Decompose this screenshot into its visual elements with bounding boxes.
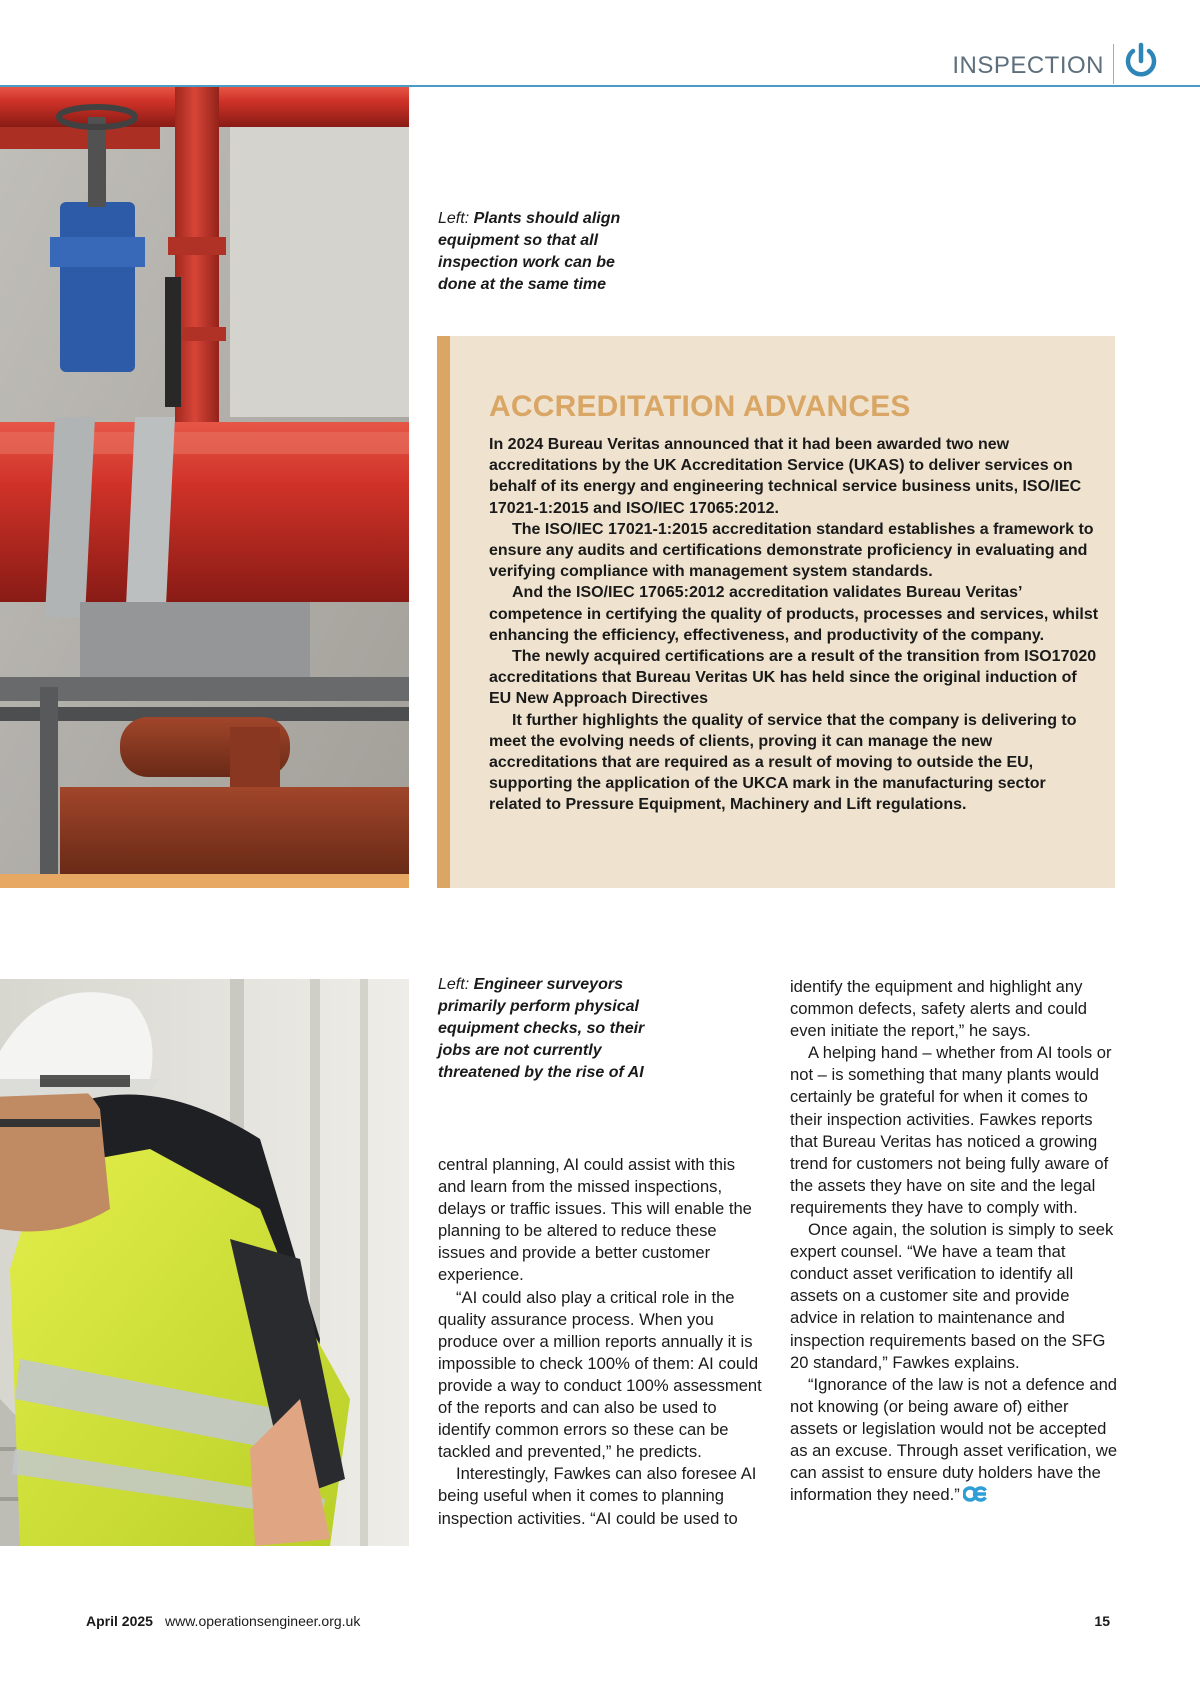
article-paragraph: Once again, the solution is simply to seek expert counsel. “We have a team that conduct asset verification to identify all assets on a customer site and provide advice in relation to maintenance and inspection requirements based on the SFG 20 standard,” Fawkes explains. bbox=[790, 1220, 1114, 1372]
photo-accent-strip bbox=[0, 874, 409, 888]
header-divider bbox=[1113, 44, 1114, 84]
boxout-body bbox=[489, 434, 1099, 816]
engineer-photo bbox=[0, 979, 409, 1546]
section-label: INSPECTION bbox=[952, 52, 1104, 79]
footer-url[interactable]: www.operationsengineer.org.uk bbox=[165, 1613, 361, 1629]
boxout-paragraph: And the ISO/IEC 17065:2012 accreditation validates Bureau Veritas’ competence in certifying the quality of products, processes and services, whilst enhancing the efficiency, effectiveness, and productivity of the company. bbox=[489, 584, 1099, 644]
boxout-accent-bar bbox=[437, 336, 450, 888]
pipework-photo bbox=[0, 87, 409, 874]
article-paragraph: identify the equipment and highlight any common defects, safety alerts and could even initiate the report,” he says. bbox=[790, 977, 1087, 1041]
caption-text: Plants should align equipment so that all inspection work can be done at the same time bbox=[438, 210, 621, 293]
boxout-title: ACCREDITATION ADVANCES bbox=[489, 390, 911, 423]
boxout-paragraph: In 2024 Bureau Veritas announced that it had been awarded two new accreditations by the UK Accreditation Service (UKAS) to deliver services on behalf of its energy and engineering technical service business units, ISO/IEC 17021-1:2015 and ISO/IEC 17065:2012. bbox=[489, 436, 1082, 517]
photo-caption bbox=[438, 974, 663, 1084]
article-paragraph: “AI could also play a critical role in the quality assurance process. When you produce over a million reports annually it is impossible to check 100% of them: AI could provide a way to conduct 100% assessment of the reports and can also be used to identify common errors so these can be tackled and prevented,” he predicts. bbox=[438, 1287, 762, 1462]
footer-date: April 2025 bbox=[86, 1613, 153, 1629]
page-number: 15 bbox=[1094, 1613, 1110, 1629]
oe-end-mark-icon bbox=[963, 1486, 987, 1502]
article-column-left bbox=[438, 1154, 763, 1530]
article-paragraph: central planning, AI could assist with this and learn from the missed inspections, delays or traffic issues. This will enable the planning to be altered to reduce these issues and provide a better customer experience. bbox=[438, 1155, 752, 1285]
article-paragraph: Interestingly, Fawkes can also foresee AI being useful when it comes to planning inspection activities. “AI could be used to bbox=[438, 1464, 757, 1528]
article-paragraph: A helping hand – whether from AI tools or not – is something that many plants would certainly be grateful for when it comes to their inspection activities. Fawkes reports that Bureau Veritas has noticed a growing trend for customers not being fully aware of the assets they have on site and the legal requirements they have to comply with. bbox=[790, 1043, 1112, 1217]
boxout-paragraph: The newly acquired certifications are a result of the transition from ISO17020 accreditations that Bureau Veritas UK has held since the original induction of EU New Approach Directives bbox=[489, 648, 1097, 708]
article-paragraph-text: “Ignorance of the law is not a defence and not knowing (or being aware of) either assets or legislation would not be accepted as an excuse. Through asset verification, we can assist to ensure duty holders have the information they need.” bbox=[790, 1374, 1118, 1505]
boxout-paragraph: The ISO/IEC 17021-1:2015 accreditation standard establishes a framework to ensure any audits and certifications demonstrate proficiency in evaluating and verifying compliance with management system standards. bbox=[489, 520, 1094, 581]
photo-caption bbox=[438, 208, 638, 296]
article-column-right bbox=[790, 976, 1120, 1506]
caption-lead: Left: bbox=[438, 210, 474, 227]
article-paragraph bbox=[790, 1374, 1120, 1507]
caption-text: Engineer surveyors primarily perform physical equipment checks, so their jobs are not currently threatened by the rise of AI bbox=[438, 976, 645, 1081]
caption-lead: Left: bbox=[438, 976, 474, 993]
power-icon bbox=[1122, 42, 1160, 80]
boxout-paragraph: It further highlights the quality of service that the company is delivering to meet the evolving needs of clients, proving it can manage the new accreditations that are required as a result of moving to outside the EU, supporting the application of the UKCA mark in the manufacturing sector related to Pressure Equipment, Machinery and Lift regulations. bbox=[489, 711, 1077, 814]
